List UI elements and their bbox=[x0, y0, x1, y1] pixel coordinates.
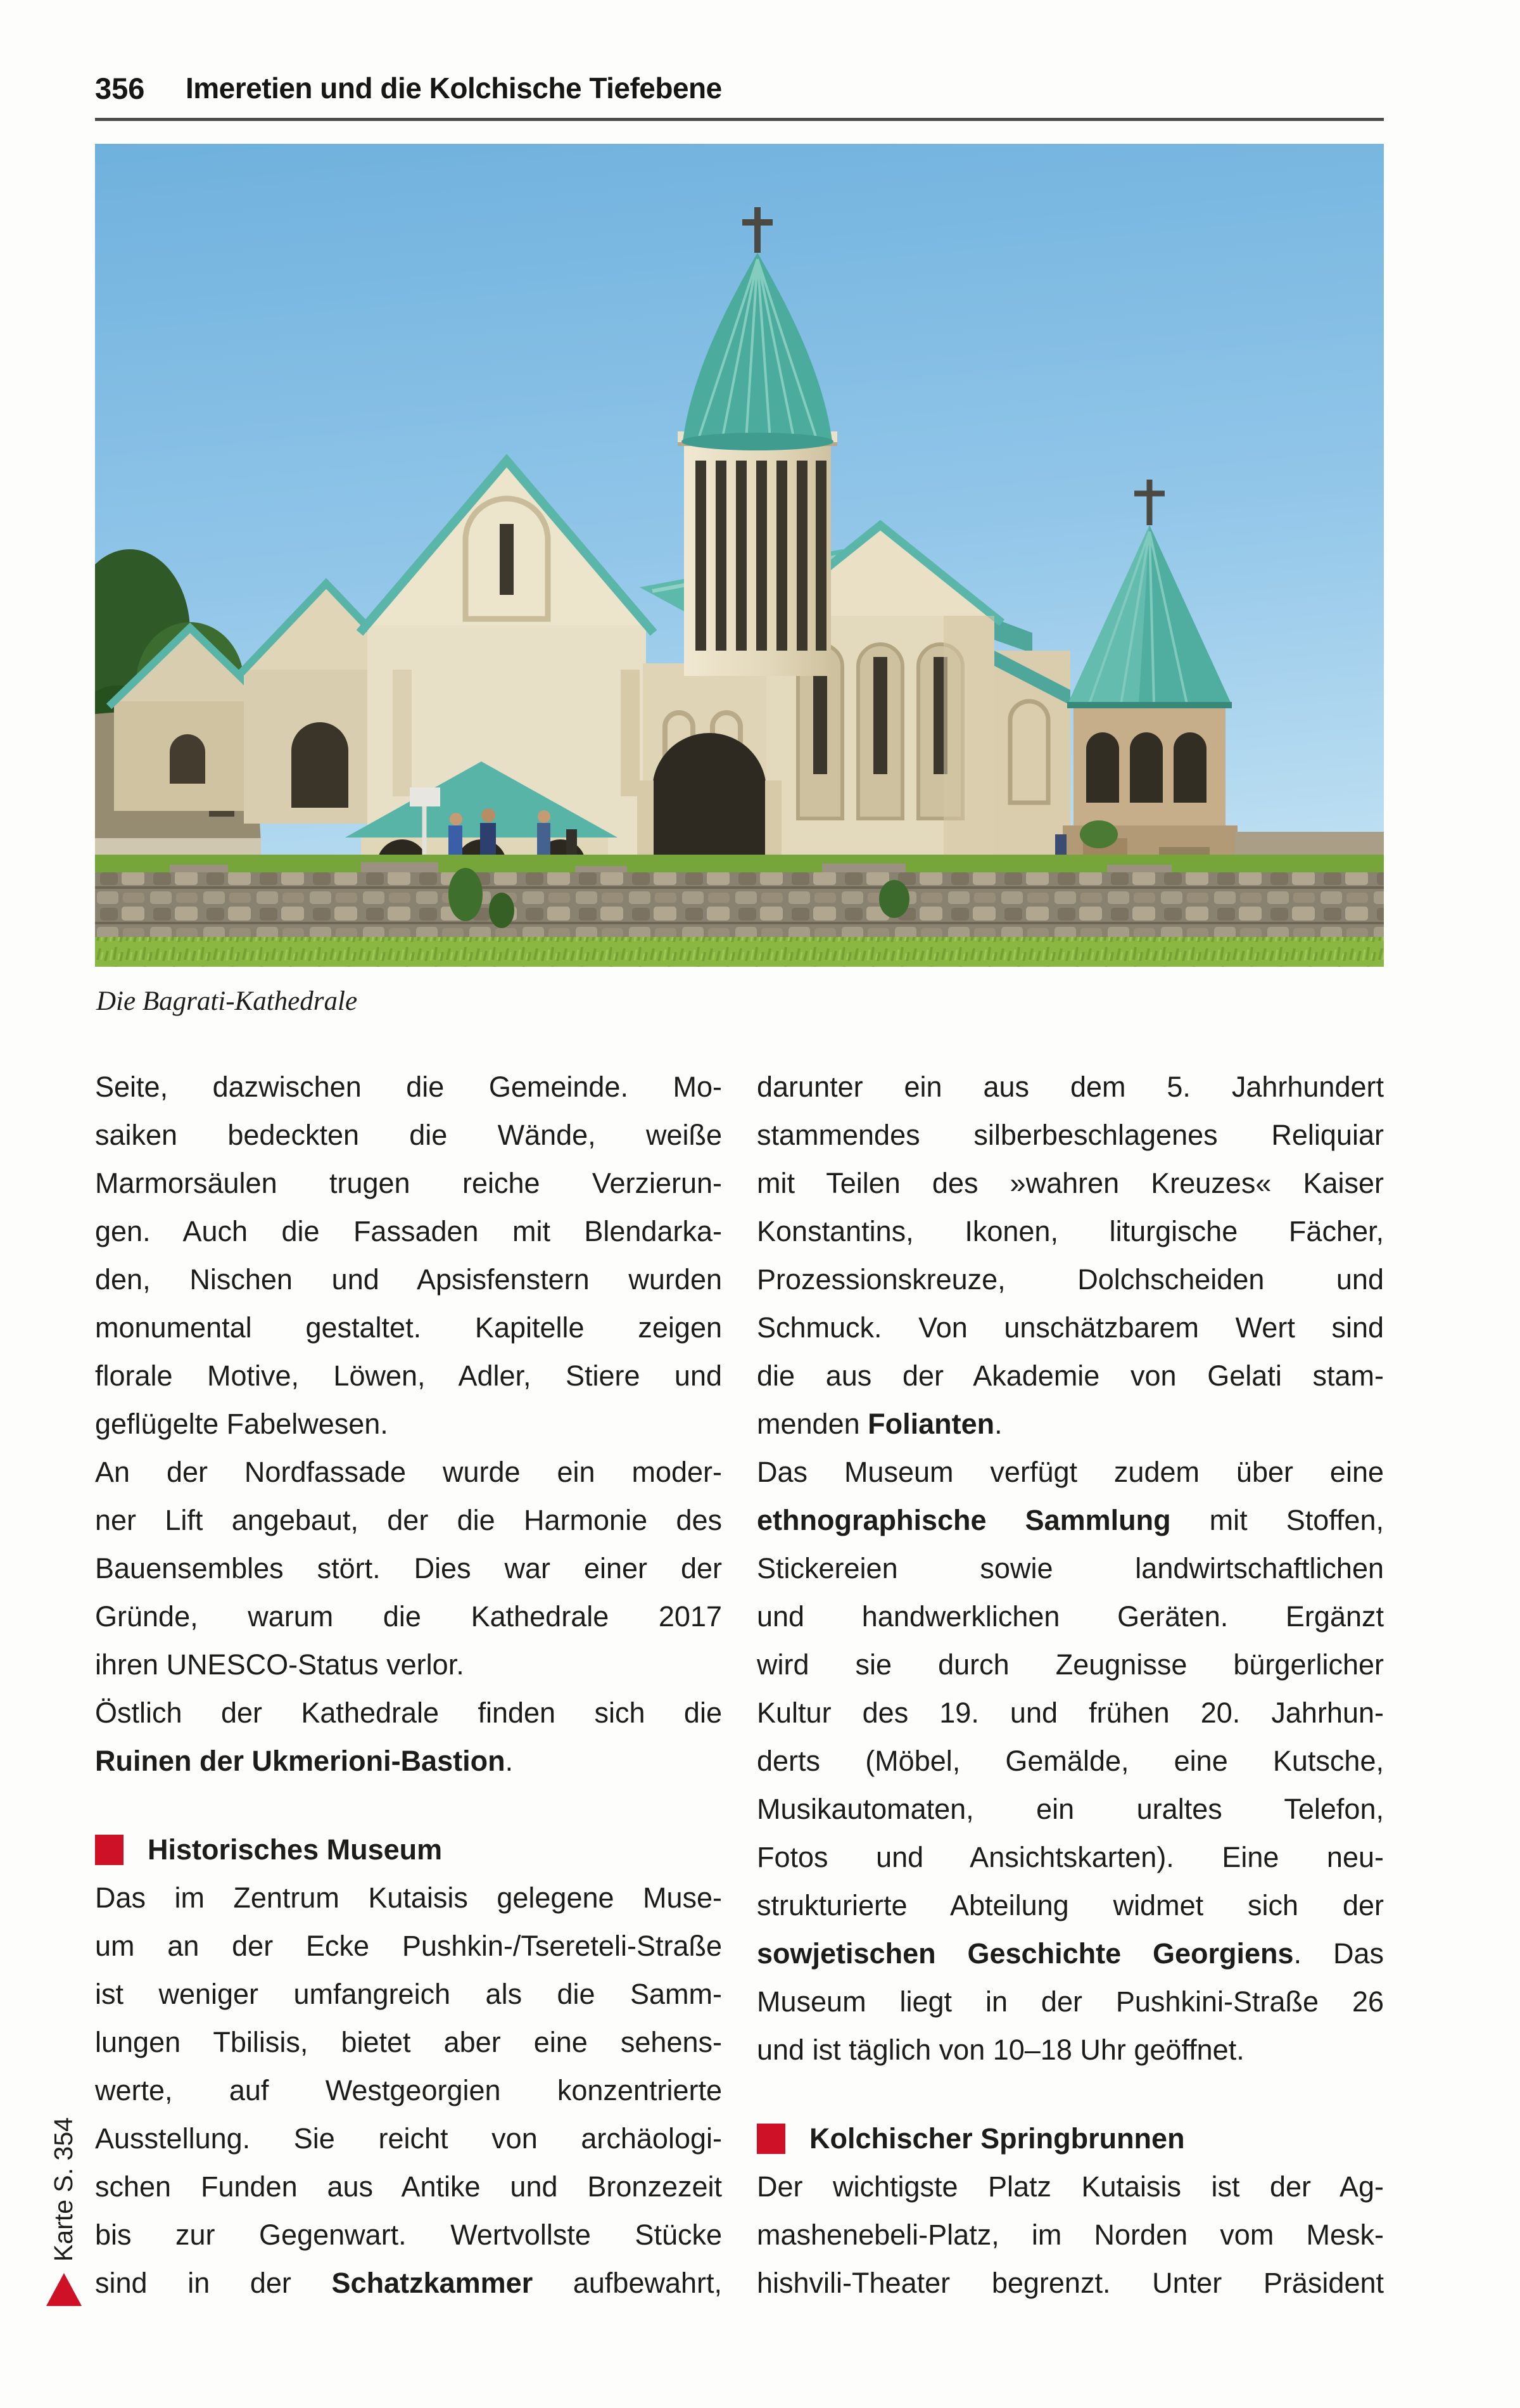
text-line: Marmorsäulen trugen reiche Verzierun- bbox=[95, 1167, 722, 1199]
text-line: werte, auf Westgeorgien konzentrierte bbox=[95, 2074, 722, 2106]
cathedral-illustration bbox=[95, 144, 1384, 967]
text-line: ethnographische Sammlung mit Stoffen, bbox=[757, 1504, 1384, 1536]
text-line: sind in der Schatzkammer aufbewahrt, bbox=[95, 2267, 723, 2299]
text-line: lungen Tbilisis, bietet aber eine sehens- bbox=[95, 2026, 722, 2058]
text-line: saiken bedeckten die Wände, weiße bbox=[95, 1119, 722, 1151]
text-line: die aus der Akademie von Gelati stam- bbox=[757, 1360, 1384, 1392]
photo-caption: Die Bagrati-Kathedrale bbox=[96, 986, 358, 1016]
text-line: Ruinen der Ukmerioni-Bastion. bbox=[95, 1745, 514, 1777]
text-line: ist weniger umfangreich als die Samm- bbox=[95, 1978, 722, 2010]
text-line: Das Museum verfügt zudem über eine bbox=[757, 1456, 1384, 1488]
text-line: den, Nischen und Apsisfenstern wurden bbox=[95, 1263, 722, 1296]
text-line: um an der Ecke Pushkin-/Tsereteli-Straße bbox=[95, 1930, 722, 1962]
red-square-bullet-icon bbox=[757, 2124, 785, 2154]
text-line: Fotos und Ansichtskarten). Eine neu- bbox=[757, 1841, 1384, 1873]
page-title: Imeretien und die Kolchische Tiefebene bbox=[186, 72, 722, 105]
text-column-right bbox=[757, 1063, 1384, 2307]
text-line: mit Teilen des »wahren Kreuzes« Kaiser bbox=[757, 1167, 1384, 1199]
text-column-left bbox=[95, 1063, 722, 2307]
text-line: Das im Zentrum Kutaisis gelegene Muse- bbox=[95, 1882, 722, 1914]
text-line: wird sie durch Zeugnisse bürgerlicher bbox=[757, 1648, 1384, 1681]
text-line: gen. Auch die Fassaden mit Blendarka- bbox=[95, 1215, 722, 1247]
section-heading bbox=[95, 1826, 722, 1874]
text-line: monumental gestaltet. Kapitelle zeigen bbox=[95, 1311, 722, 1344]
section-heading bbox=[757, 2115, 1384, 2163]
text-line: bis zur Gegenwart. Wertvollste Stücke bbox=[95, 2219, 722, 2251]
page-number: 356 bbox=[95, 72, 145, 105]
ruined-wall bbox=[95, 862, 1384, 947]
text-line: An der Nordfassade wurde ein moder- bbox=[95, 1456, 722, 1488]
text-line: Kultur des 19. und frühen 20. Jahrhun- bbox=[757, 1697, 1384, 1729]
text-line: Ausstellung. Sie reicht von archäologi- bbox=[95, 2122, 722, 2155]
text-line: Museum liegt in der Pushkini-Straße 26 bbox=[757, 1985, 1384, 2018]
section-heading-label: Kolchischer Springbrunnen bbox=[809, 2122, 1185, 2155]
text-line: derts (Möbel, Gemälde, eine Kutsche, bbox=[757, 1745, 1384, 1777]
text-line: florale Motive, Löwen, Adler, Stiere und bbox=[95, 1360, 722, 1392]
text-line: Bauensembles stört. Dies war einer der bbox=[95, 1552, 722, 1584]
bagrati-cathedral-photo bbox=[95, 144, 1384, 967]
text-line: sowjetischen Geschichte Georgiens. Das bbox=[757, 1937, 1384, 1970]
text-line: Gründe, warum die Kathedrale 2017 bbox=[95, 1600, 722, 1633]
text-line: Stickereien sowie landwirtschaftlichen bbox=[757, 1552, 1384, 1584]
text-line: ner Lift angebaut, der die Harmonie des bbox=[95, 1504, 722, 1536]
text-line: geflügelte Fabelwesen. bbox=[95, 1408, 388, 1440]
red-square-bullet-icon bbox=[95, 1835, 124, 1865]
text-line: Östlich der Kathedrale finden sich die bbox=[95, 1697, 722, 1729]
text-line: Musikautomaten, ein uraltes Telefon, bbox=[757, 1793, 1384, 1825]
margin-map-reference: Karte S. 354 bbox=[49, 2117, 78, 2262]
text-line: hishvili-Theater begrenzt. Unter Präsident bbox=[757, 2267, 1384, 2299]
red-triangle-icon bbox=[46, 2273, 82, 2306]
section-heading-label: Historisches Museum bbox=[148, 1833, 443, 1866]
text-line: Schmuck. Von unschätzbarem Wert sind bbox=[757, 1311, 1384, 1344]
header-rule bbox=[95, 118, 1384, 121]
text-line: Konstantins, Ikonen, liturgische Fächer, bbox=[757, 1215, 1384, 1247]
text-line: Der wichtigste Platz Kutaisis ist der Ag- bbox=[757, 2170, 1384, 2203]
text-line: Seite, dazwischen die Gemeinde. Mo- bbox=[95, 1071, 722, 1103]
front-lawn bbox=[95, 937, 1384, 967]
text-line: ihren UNESCO-Status verlor. bbox=[95, 1648, 464, 1681]
text-line: strukturierte Abteilung widmet sich der bbox=[757, 1889, 1384, 1921]
text-line: Prozessionskreuze, Dolchscheiden und bbox=[757, 1263, 1384, 1296]
text-line: menden Folianten. bbox=[757, 1408, 1003, 1440]
text-line: mashenebeli-Platz, im Norden vom Mesk- bbox=[757, 2219, 1384, 2251]
text-line: stammendes silberbeschlagenes Reliquiar bbox=[757, 1119, 1384, 1151]
text-line: und ist täglich von 10–18 Uhr geöffnet. bbox=[757, 2034, 1244, 2066]
text-line: schen Funden aus Antike und Bronzezeit bbox=[95, 2170, 722, 2203]
text-line: und handwerklichen Geräten. Ergänzt bbox=[757, 1600, 1384, 1633]
text-line: darunter ein aus dem 5. Jahrhundert bbox=[757, 1071, 1384, 1103]
